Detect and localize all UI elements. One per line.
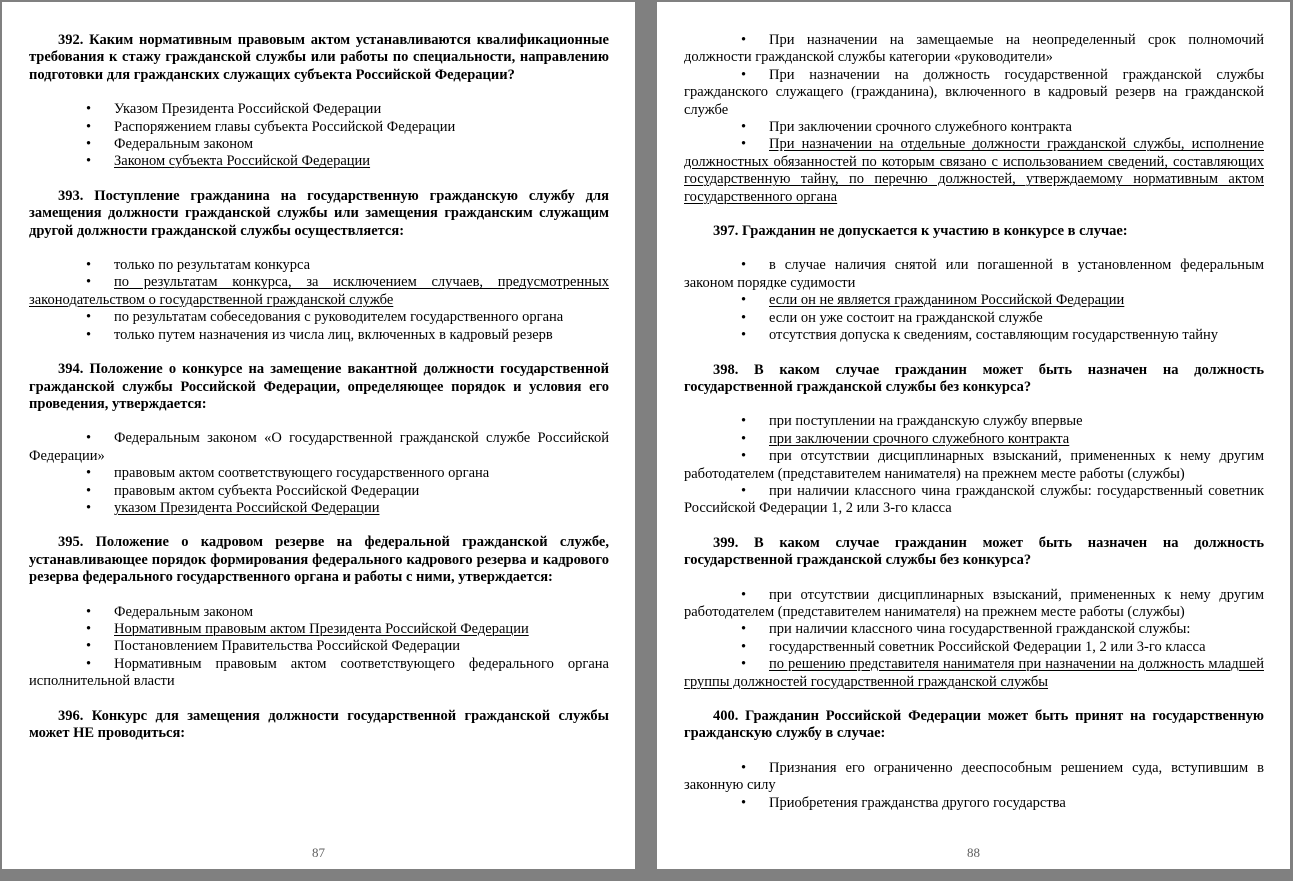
answer-text: Распоряжением главы субъекта Российской Федерации [114, 118, 456, 135]
answer-item [29, 500, 609, 517]
answer-text: правовым актом соответствующего государственного органа [114, 465, 490, 482]
bullet-icon: • [86, 465, 92, 482]
bullet-icon: • [741, 292, 747, 309]
bullet-icon: • [741, 656, 747, 673]
bullet-icon: • [86, 655, 92, 672]
bullet-icon: • [741, 66, 747, 83]
bullet-icon: • [741, 257, 747, 274]
page-87 [2, 2, 635, 869]
answer-text: при наличии классного чина гражданской службы: государственный советник Российской Федерации 1, 2 или 3-го класса [684, 482, 1264, 517]
answer-list [29, 430, 609, 517]
answer-text: Нормативным правовым актом Президента Российской Федерации [114, 620, 529, 637]
answer-item [684, 32, 1264, 67]
answer-text: При назначении на должность государственной гражданской службы гражданского служащего (гражданина), включенного в кадровый резерв на гражданской службе [684, 66, 1264, 118]
answer-item [684, 310, 1264, 327]
bullet-icon: • [86, 499, 92, 516]
answer-item [29, 309, 609, 326]
question-paragraph: 394. Положение о конкурсе на замещение вакантной должности государственной гражданской службы Российской Федерации, определяющее порядок и условия его проведения, утверждается: [29, 361, 609, 412]
bullet-icon: • [86, 257, 92, 274]
answer-item [684, 621, 1264, 638]
answer-text: отсутствия допуска к сведениям, составляющим государственную тайну [769, 327, 1219, 344]
answer-text: по результатам конкурса, за исключением случаев, предусмотренных законодательством о государственной гражданской службе [29, 274, 609, 308]
bullet-icon: • [86, 309, 92, 326]
answer-text: только по результатам конкурса [114, 257, 311, 274]
answer-item [684, 448, 1264, 483]
answer-text: в случае наличия снятой или погашенной в установленном федеральным законом порядке судимости [684, 257, 1264, 291]
answer-text: Федеральным законом [114, 603, 254, 620]
answer-item [684, 483, 1264, 518]
question-paragraph: 398. В каком случае гражданин может быть назначен на должность государственной гражданской службы без конкурса? [684, 361, 1264, 395]
answer-item [684, 413, 1264, 430]
answer-text: При назначении на замещаемые на неопределенный срок полномочий должности гражданской службы категории «руководители» [684, 32, 1264, 66]
page-number: 87 [312, 844, 325, 860]
answer-list [29, 604, 609, 691]
question-paragraph: 396. Конкурс для замещения должности государственной гражданской службы может НЕ проводиться: [29, 707, 609, 741]
answer-item [29, 274, 609, 309]
bullet-icon: • [86, 136, 92, 153]
answer-text: при отсутствии дисциплинарных взысканий, примененных к нему другим работодателем (представителем нанимателя) на прежнем месте работы (службы) [684, 586, 1264, 620]
answer-text: если он не является гражданином Российской Федерации [769, 292, 1125, 309]
bullet-icon: • [86, 274, 92, 291]
bullet-icon: • [741, 621, 747, 638]
bullet-icon: • [741, 309, 747, 326]
answer-item [29, 604, 609, 621]
answer-item [29, 327, 609, 344]
answer-item [684, 795, 1264, 812]
bullet-icon: • [741, 430, 747, 447]
answer-text: если он уже состоит на гражданской службе [769, 309, 1043, 326]
bullet-icon: • [741, 136, 747, 153]
question-paragraph: 392. Каким нормативным правовым актом устанавливаются квалификационные требования к стажу гражданской службы или работы по специальности, направлению подготовки для гражданских служащих субъекта Российской Федерации? [29, 32, 609, 83]
answer-text: При заключении срочного служебного контракта [769, 119, 1072, 136]
answer-list [29, 257, 609, 344]
answer-text: Федеральным законом «О государственной гражданской службе Российской Федерации» [29, 430, 609, 464]
page-number: 88 [967, 844, 980, 860]
answer-text: при отсутствии дисциплинарных взысканий, примененных к нему другим работодателем (представителем нанимателя) на прежнем месте работы (службы) [684, 448, 1264, 482]
answer-item [29, 136, 609, 153]
answer-item [29, 430, 609, 465]
answer-text: при заключении срочного служебного контракта [769, 430, 1070, 447]
answer-item [29, 483, 609, 500]
answer-item [29, 101, 609, 118]
answer-item [29, 638, 609, 655]
question-paragraph: 397. Гражданин не допускается к участию в конкурсе в случае: [713, 223, 1128, 240]
answer-item [684, 327, 1264, 344]
answer-list [684, 413, 1264, 517]
answer-text: при наличии классного чина государственной гражданской службы: [769, 621, 1191, 638]
answer-text: по решению представителя нанимателя при назначении на должность младшей группы должностей государственной гражданской службы [684, 656, 1264, 690]
answer-text: Законом субъекта Российской Федерации [114, 153, 371, 170]
question-paragraph: 393. Поступление гражданина на государственную гражданскую службу для замещения должности гражданской службы или замещения гражданским служащим другой должности гражданской службы осуществляется: [29, 187, 609, 239]
answer-item [29, 656, 609, 691]
answer-item [29, 621, 609, 638]
bullet-icon: • [86, 101, 92, 118]
answer-text: Постановлением Правительства Российской Федерации [114, 638, 460, 655]
answer-item [684, 67, 1264, 119]
question-paragraph: 400. Гражданин Российской Федерации может быть принят на государственную гражданскую службу в случае: [684, 708, 1264, 742]
answer-item [29, 119, 609, 136]
answer-text: Приобретения гражданства другого государства [769, 794, 1066, 811]
answer-text: только путем назначения из числа лиц, включенных в кадровый резерв [114, 326, 553, 343]
answer-text: указом Президента Российской Федерации [114, 499, 380, 516]
answer-text: при поступлении на гражданскую службу впервые [769, 413, 1083, 430]
answer-text: правовым актом субъекта Российской Федерации [114, 482, 420, 499]
bullet-icon: • [741, 32, 747, 48]
answer-item [684, 639, 1264, 656]
bullet-icon: • [741, 759, 747, 776]
answer-item [684, 119, 1264, 136]
answer-item [29, 465, 609, 482]
answer-list [29, 101, 609, 171]
answer-item [29, 153, 609, 170]
answer-item [684, 656, 1264, 691]
answer-text: государственный советник Российской Федерации 1, 2 или 3-го класса [769, 638, 1206, 655]
bullet-icon: • [86, 620, 92, 637]
answer-text: Признания его ограниченно дееспособным решением суда, вступившим в законную силу [684, 759, 1264, 794]
bullet-icon: • [86, 153, 92, 170]
bullet-icon: • [741, 638, 747, 655]
answer-item [29, 257, 609, 274]
answer-text: по результатам собеседования с руководителем государственного органа [114, 309, 564, 326]
bullet-icon: • [741, 448, 747, 465]
answer-item [684, 136, 1264, 206]
bullet-icon: • [741, 794, 747, 811]
answer-item [684, 431, 1264, 448]
answer-item [684, 760, 1264, 795]
bullet-icon: • [741, 119, 747, 136]
answer-item [684, 257, 1264, 292]
answer-list [684, 257, 1264, 344]
bullet-icon: • [741, 327, 747, 344]
answer-list [684, 32, 1264, 206]
bullet-icon: • [741, 413, 747, 430]
question-paragraph: 395. Положение о кадровом резерве на федеральной гражданской службе, устанавливающее порядок формирования федерального кадрового резерва и кадрового резерва федерального государственного органа и работы с ними, утверждается: [29, 534, 609, 586]
bullet-icon: • [86, 430, 92, 447]
answer-text: Федеральным законом [114, 136, 254, 153]
bullet-icon: • [741, 586, 747, 603]
bullet-icon: • [741, 482, 747, 499]
answer-text: При назначении на отдельные должности гражданской службы, исполнение должностных обязанностей по которым связано с использованием сведений, составляющих государственную тайну, по перечню должностей, утверждаемому нормативным актом государственного органа [684, 136, 1264, 205]
page-88 [657, 2, 1290, 869]
bullet-icon: • [86, 118, 92, 135]
answer-text: Нормативным правовым актом соответствующего федерального органа исполнительной власти [29, 655, 609, 690]
answer-text: Указом Президента Российской Федерации [114, 101, 382, 118]
bullet-icon: • [86, 603, 92, 620]
bullet-icon: • [86, 638, 92, 655]
bullet-icon: • [86, 326, 92, 343]
answer-list [684, 587, 1264, 691]
question-paragraph: 399. В каком случае гражданин может быть назначен на должность государственной гражданской службы без конкурса? [684, 534, 1264, 569]
answer-list [684, 760, 1264, 812]
answer-item [684, 292, 1264, 309]
bullet-icon: • [86, 482, 92, 499]
answer-item [684, 587, 1264, 622]
